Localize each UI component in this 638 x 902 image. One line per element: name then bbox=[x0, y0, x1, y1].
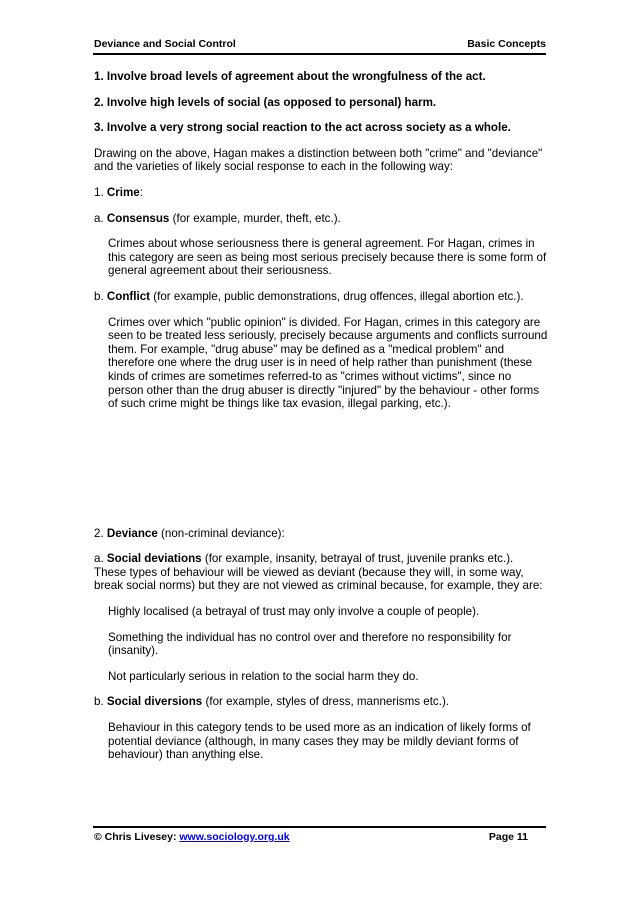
diversions-heading: b. Social diversions (for example, styles of dress, mannerisms etc.). bbox=[94, 695, 450, 709]
conflict-heading: b. Conflict (for example, public demonstrations, drug offences, illegal abortion etc.). bbox=[94, 289, 524, 303]
deviations-text: These types of behaviour will be viewed as deviant (because they will, in some way, break social norms) but they are not viewed as criminal because, for example, they are: bbox=[94, 565, 543, 593]
consensus-heading: a. Consensus (for example, murder, theft, etc.). bbox=[94, 211, 341, 225]
deviations-item-1: Highly localised (a betrayal of trust may only involve a couple of people). bbox=[108, 605, 480, 619]
page-number: Page 11 bbox=[488, 831, 528, 843]
footer-rule bbox=[93, 826, 546, 828]
crime-heading: 1. Crime: bbox=[94, 185, 143, 199]
header-title: Deviance and Social Control bbox=[94, 38, 236, 50]
footer-credit: © Chris Livesey: www.sociology.org.uk bbox=[94, 831, 290, 843]
site-link[interactable]: www.sociology.org.uk bbox=[179, 831, 290, 843]
deviations-item-2: Something the individual has no control over and therefore no responsibility for (insanity). bbox=[108, 630, 512, 658]
page-footer bbox=[94, 831, 528, 843]
diversions-label: Social diversions bbox=[106, 695, 203, 709]
conflict-label: Conflict bbox=[106, 289, 151, 303]
header-rule bbox=[93, 53, 546, 55]
page-header bbox=[94, 38, 546, 50]
page-body bbox=[94, 70, 549, 774]
header-section: Basic Concepts bbox=[467, 38, 546, 50]
consensus-label: Consensus bbox=[106, 211, 170, 225]
conflict-text: Crimes over which "public opinion" is divided. For Hagan, crimes in this category are seen to be treated less seriously, precisely because arguments and conflicts surround them. For example, "drug abuse" may be defined as a "medical problem" and therefore one where the drug user is in need of help rather than punishment (these kinds of crimes are sometimes referred-to as "crimes without victims", since no person other than the drug abuser is directly "injured" by the behaviour - other forms of such crime might be things like tax evasion, illegal parking, etc.). bbox=[108, 315, 548, 411]
deviations-heading: a. Social deviations (for example, insanity, betrayal of trust, juvenile pranks etc.). bbox=[94, 552, 514, 566]
point-3: 3. Involve a very strong social reaction to the act across society as a whole. bbox=[94, 121, 511, 135]
deviations-label: Social deviations bbox=[106, 552, 202, 566]
deviance-label: Deviance bbox=[106, 526, 158, 540]
deviance-heading: 2. Deviance (non-criminal deviance): bbox=[94, 526, 285, 540]
blank-space bbox=[94, 423, 549, 527]
diversions-text: Behaviour in this category tends to be used more as an indication of likely forms of potential deviance (although, in many cases they may be mildly deviant forms of behaviour) than anything else. bbox=[108, 721, 531, 762]
crime-label: Crime bbox=[106, 185, 140, 199]
point-1: 1. Involve broad levels of agreement about the wrongfulness of the act. bbox=[94, 70, 486, 83]
intro-paragraph: Drawing on the above, Hagan makes a distinction between both "crime" and "deviance" and the varieties of likely social response to each in the following way: bbox=[94, 146, 543, 174]
point-2: 2. Involve high levels of social (as opposed to personal) harm. bbox=[94, 95, 437, 109]
consensus-text: Crimes about whose seriousness there is general agreement. For Hagan, crimes in this category are seen as being most serious precisely because there is some form of general agreement about their seriousness. bbox=[108, 237, 547, 278]
deviations-item-3: Not particularly serious in relation to the social harm they do. bbox=[108, 669, 419, 683]
